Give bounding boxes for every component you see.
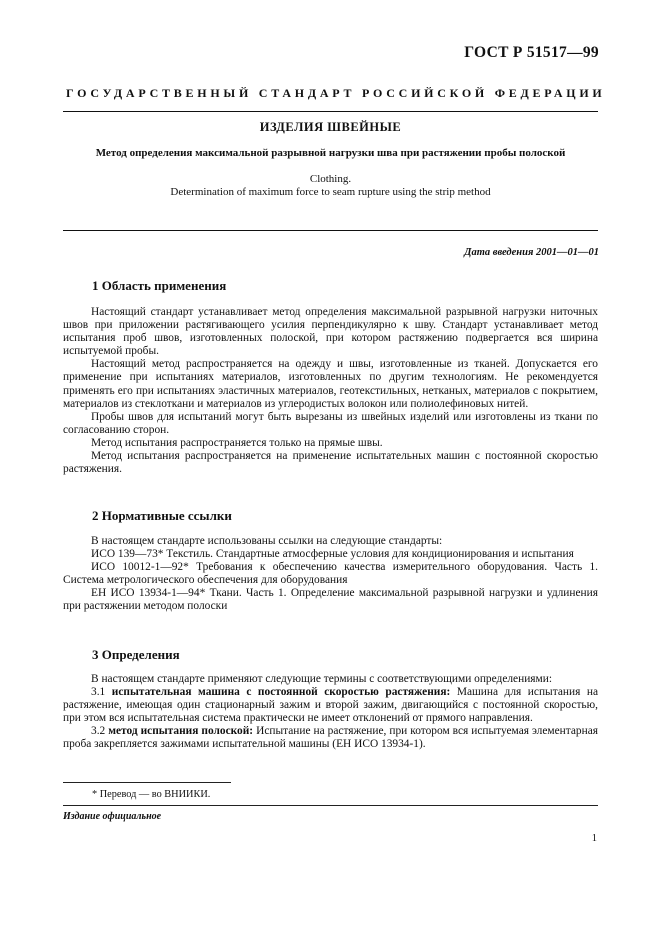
definition-number: 3.1	[91, 686, 112, 699]
definition-3-1	[63, 686, 598, 725]
definition-text: Машина для испытания на растяжение, имеющая один стационарный зажим и второй зажим, двигающийся с постоянной скоростью, при этом вся испытательная система практически не имеет отклонений от прямого направления.	[63, 686, 598, 725]
document-subtitle: Метод определения максимальной разрывной нагрузки шва при растяжении пробы полоской	[95, 147, 566, 159]
section-3-heading: 3 Определения	[92, 647, 180, 662]
footnote: * Перевод — во ВНИИКИ.	[92, 789, 211, 800]
section-1-heading: 1 Область применения	[92, 278, 227, 293]
publication-rule	[63, 805, 598, 806]
header-rule	[63, 111, 598, 112]
paragraph: Настоящий метод распространяется на одежду и швы, изготовленные из тканей. Допускается его применение при испытаниях материалов, изготовленных по другим технологиям. Не рекомендуется применять его при испытаниях эластичных материалов, геотекстильных, нетканых, материалов с покрытием, материалов из стеклоткани и материалов из углеродистых волокон или полиолефиновых нитей.	[63, 358, 598, 410]
section-2-body	[63, 535, 598, 614]
paragraph: Метод испытания распространяется на применение испытательных машин с постоянной скоростью растяжения.	[63, 450, 598, 476]
reference-item: ЕН ИСО 13934-1—94* Ткани. Часть 1. Определение максимальной разрывной нагрузки и удлинения при растяжении методом полоски	[63, 587, 598, 613]
paragraph: В настоящем стандарте применяют следующие термины с соответствующими определениями:	[91, 673, 553, 685]
standard-code: ГОСТ Р 51517—99	[464, 44, 599, 61]
definition-text: Испытание на растяжение, при котором вся испытуемая элементарная проба закрепляется зажимами испытательной машины (ЕН ИСО 13934-1).	[63, 725, 599, 751]
section-3-body	[63, 673, 598, 752]
reference-item: ИСО 139—73* Текстиль. Стандартные атмосферные условия для кондиционирования и испытания	[91, 548, 574, 561]
page-number: 1	[591, 833, 597, 844]
document-title: ИЗДЕЛИЯ ШВЕЙНЫЕ	[259, 120, 402, 134]
definition-3-2	[63, 725, 598, 751]
official-edition-label: Издание официальное	[63, 811, 162, 822]
definition-term: метод испытания полоской:	[108, 725, 254, 738]
paragraph: Пробы швов для испытаний могут быть вырезаны из швейных изделий или изготовлены из ткани по согласованию сторон.	[63, 410, 598, 436]
paragraph: Настоящий стандарт устанавливает метод определения максимальной разрывной нагрузки ниточных швов при приложении растягивающего усилия перпендикулярно к шву. Стандарт устанавливает метод испытания проб швов, изготовленных полоской, при котором растяжению подвергается вся ширина испытуемой пробы.	[63, 306, 598, 358]
introduction-date: Дата введения 2001—01—01	[464, 247, 599, 258]
footnote-rule	[63, 782, 231, 783]
section-2-heading: 2 Нормативные ссылки	[92, 508, 232, 523]
paragraph: В настоящем стандарте использованы ссылки на следующие стандарты:	[91, 535, 443, 547]
reference-item: ИСО 10012-1—92* Требования к обеспечению качества измерительного оборудования. Часть 1. Система метрологического обеспечения для оборудования	[63, 561, 598, 587]
state-standard-heading: ГОСУДАРСТВЕННЫЙ СТАНДАРТ РОССИЙСКОЙ ФЕДЕРАЦИИ	[66, 86, 606, 100]
paragraph: Метод испытания распространяется только на прямые швы.	[91, 436, 383, 449]
definition-term: испытательная машина с постоянной скоростью растяжения:	[111, 686, 451, 699]
section-1-body	[63, 306, 598, 476]
definition-number: 3.2	[91, 725, 109, 738]
title-rule	[63, 230, 598, 231]
english-title-2: Determination of maximum force to seam rupture using the strip method	[170, 186, 491, 198]
english-title-1: Clothing.	[309, 173, 352, 185]
